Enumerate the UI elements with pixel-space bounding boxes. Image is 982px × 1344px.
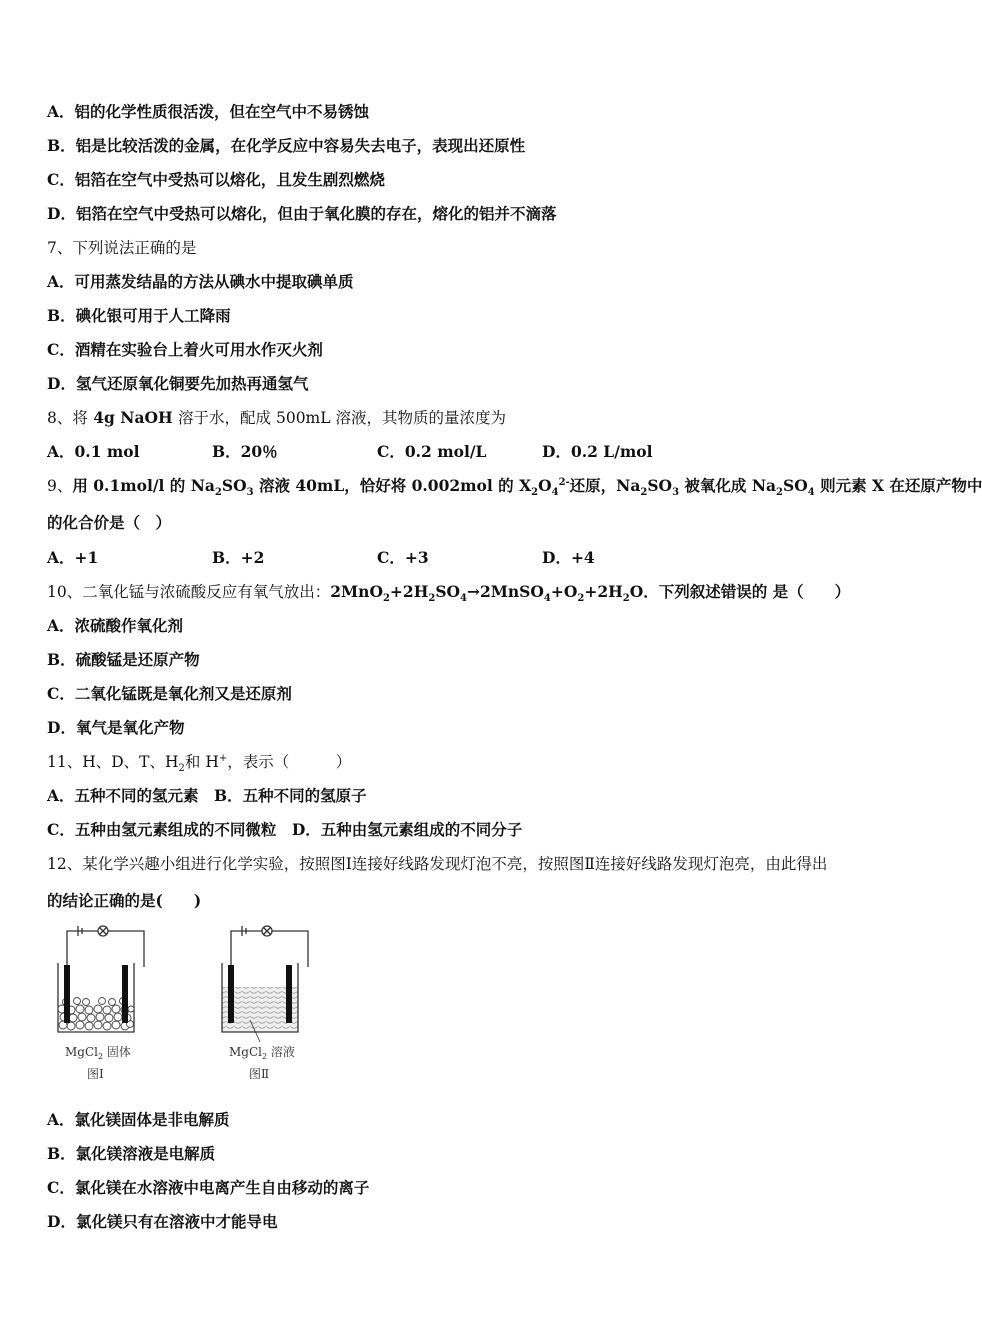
q10-option-a: A．浓硫酸作氧化剂 xyxy=(47,616,184,635)
fig1-electrode-right xyxy=(122,965,128,1023)
q12-option-d: D．氯化镁只有在溶液中才能导电 xyxy=(47,1212,278,1231)
q12-option-b: B．氯化镁溶液是电解质 xyxy=(47,1144,216,1163)
q10-option-b: B．硫酸锰是还原产物 xyxy=(47,650,200,669)
q9-option-a: A．+1 xyxy=(47,548,99,567)
q7-option-a: A．可用蒸发结晶的方法从碘水中提取碘单质 xyxy=(47,272,354,291)
q9-stem: 9、用 0.1mol/l 的 $Na_2SO_3$ 溶液 40mL，恰好将 0.002mol 的 $X_2O_4^{2-}$还原，$Na_2SO_3$ 被氧化成 $Na_2SO_4$ 则元素 X 在还原产物中 xyxy=(47,476,982,499)
fig2-caption: 图Ⅱ xyxy=(249,1067,270,1081)
q6-option-c: C．铝箔在空气中受热可以熔化，且发生剧烈燃烧 xyxy=(47,170,385,189)
fig1-caption: 图Ⅰ xyxy=(87,1067,104,1081)
q12-stem: 12、某化学兴趣小组进行化学实验，按照图Ⅰ连接好线路发现灯泡不亮，按照图Ⅱ连接好线路发现灯泡亮，由此得出 xyxy=(47,855,828,873)
fig1-label: MgCl$_2$ 固体 xyxy=(65,1045,131,1061)
q8-stem: 8、将 4g NaOH 溶于水，配成 500mL 溶液，其物质的量浓度为 xyxy=(47,408,506,427)
fig1-electrode-left xyxy=(64,965,70,1023)
q9-stem-line2: 的化合价是（ ） xyxy=(47,513,172,532)
fig2-electrode-right xyxy=(286,965,292,1023)
q7-option-c: C．酒精在实验台上着火可用水作灭火剂 xyxy=(47,340,323,359)
q8-option-d: D．0.2 L/mol xyxy=(542,442,653,461)
q6-option-a: A．铝的化学性质很活泼，但在空气中不易锈蚀 xyxy=(47,102,370,121)
q10-option-c: C．二氧化锰既是氧化剂又是还原剂 xyxy=(47,684,292,703)
q8-option-a: A．0.1 mol xyxy=(47,442,140,461)
q11-options-ab: A．五种不同的氢元素 B．五种不同的氢原子 xyxy=(47,786,367,805)
figure-1-circuit xyxy=(44,925,156,1087)
q6-option-d: D．铝箔在空气中受热可以熔化，但由于氧化膜的存在，熔化的铝并不滴落 xyxy=(47,204,557,223)
q8-option-c: C．0.2 mol/L xyxy=(377,442,487,461)
fig1-wire xyxy=(67,931,144,967)
q11-stem: 11、H、D、T、$H_2$和 H+，表示（ ） xyxy=(47,752,352,775)
q12-option-a: A．氯化镁固体是非电解质 xyxy=(47,1110,230,1129)
q10-option-d: D．氧气是氧化产物 xyxy=(47,718,185,737)
q7-stem: 7、下列说法正确的是 xyxy=(47,239,197,257)
q9-option-b: B．+2 xyxy=(212,548,265,567)
q12-stem-line2: 的结论正确的是( ) xyxy=(47,891,202,910)
q7-option-b: B．碘化银可用于人工降雨 xyxy=(47,306,231,325)
figure-2-circuit xyxy=(208,925,320,1087)
q9-option-c: C．+3 xyxy=(377,548,429,567)
fig2-wire xyxy=(231,931,308,967)
q9-option-d: D．+4 xyxy=(542,548,595,567)
q12-option-c: C．氯化镁在水溶液中电离产生自由移动的离子 xyxy=(47,1178,370,1197)
q8-option-b: B．20％ xyxy=(212,442,278,461)
q11-options-cd: C．五种由氢元素组成的不同微粒 D．五种由氢元素组成的不同分子 xyxy=(47,820,523,839)
q7-option-d: D．氢气还原氧化铜要先加热再通氢气 xyxy=(47,374,309,393)
q10-stem: 10、二氧化锰与浓硫酸反应有氧气放出：$2MnO_2+2H_2SO_4\to 2MnSO_4+O_2+2H_2O$．下列叙述错误的 是（ ） xyxy=(47,582,851,605)
fig2-electrode-left xyxy=(228,965,234,1023)
q6-option-b: B．铝是比较活泼的金属，在化学反应中容易失去电子，表现出还原性 xyxy=(47,136,526,155)
fig2-label: MgCl$_2$ 溶液 xyxy=(229,1045,295,1061)
